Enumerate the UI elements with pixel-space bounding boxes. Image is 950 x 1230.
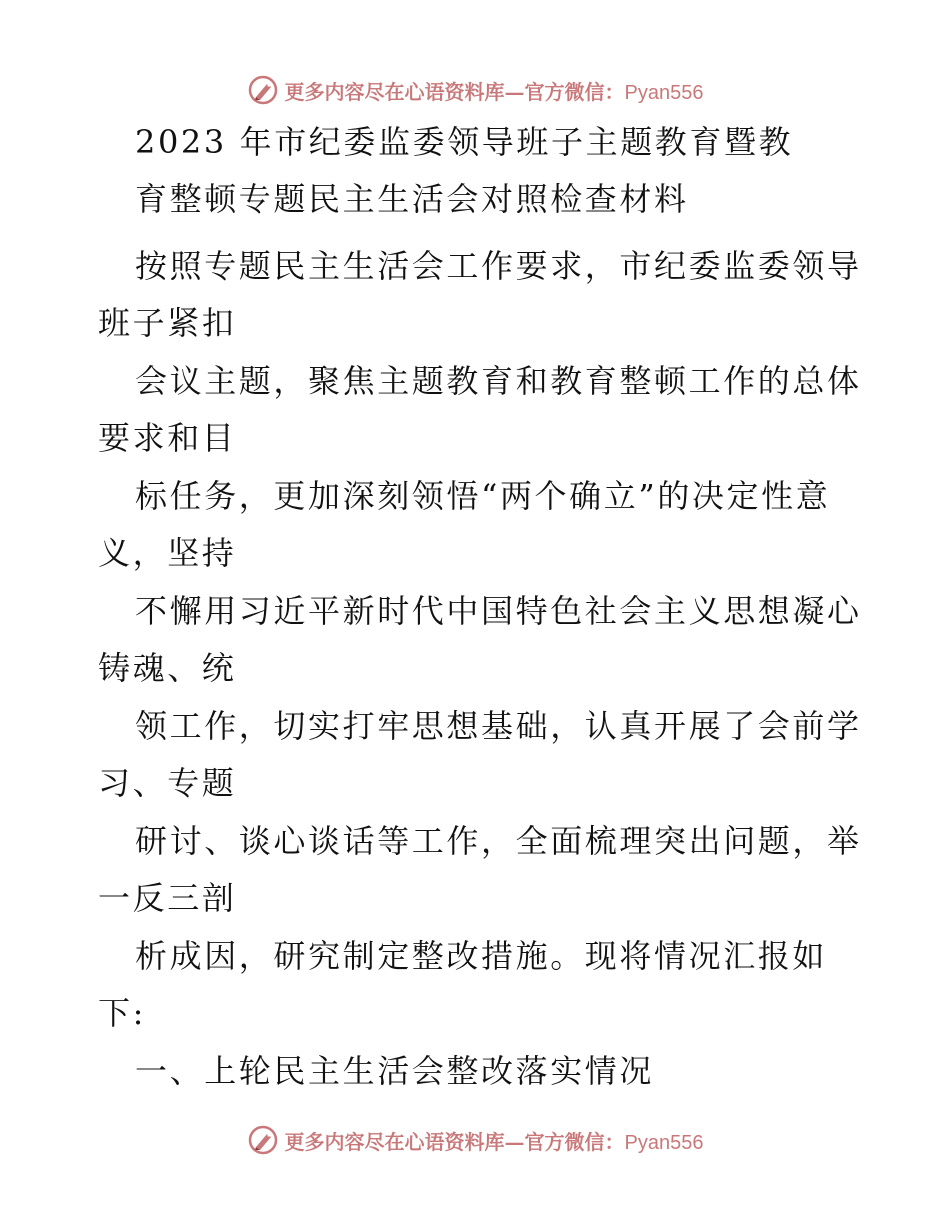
pen-logo-icon [247, 74, 279, 106]
body-line: 班子紧扣 [98, 304, 237, 342]
body-line: 领工作，切实打牢思想基础，认真开展了会前学 [135, 707, 862, 745]
header-watermark-banner [0, 70, 950, 110]
body-line: 不懈用习近平新时代中国特色社会主义思想凝心 [135, 592, 862, 630]
body-line: 标任务，更加深刻领悟“两个确立”的决定性意 [135, 477, 831, 515]
document-title-line-1: 2023 年市纪委监委领导班子主题教育暨教 [135, 123, 794, 161]
body-line: 铸魂、统 [98, 649, 237, 687]
body-line: 会议主题，聚焦主题教育和教育整顿工作的总体 [135, 362, 862, 400]
body-line: 要求和目 [98, 419, 237, 457]
body-line: 下: [98, 994, 146, 1032]
wechat-id: Pyan556 [624, 81, 704, 104]
section-heading: 一、上轮民主生活会整改落实情况 [135, 1052, 655, 1090]
body-line: 习、专题 [98, 764, 237, 802]
body-line: 按照专题民主生活会工作要求，市纪委监委领导 [135, 247, 862, 285]
body-line: 析成因，研究制定整改措施。现将情况汇报如 [135, 937, 828, 975]
wechat-id: Pyan556 [624, 1131, 704, 1154]
footer-watermark-banner [0, 1120, 950, 1160]
body-line: 一反三剖 [98, 879, 237, 917]
document-title-line-2: 育整顿专题民主生活会对照检查材料 [135, 180, 689, 218]
watermark-text: 更多内容尽在心语资料库—官方微信：Pyan556 [284, 1129, 704, 1154]
watermark-text: 更多内容尽在心语资料库—官方微信：Pyan556 [284, 79, 704, 104]
body-line: 研讨、谈心谈话等工作，全面梳理突出问题，举 [135, 822, 862, 860]
body-line: 义，坚持 [98, 534, 237, 572]
pen-logo-icon [247, 1124, 279, 1156]
